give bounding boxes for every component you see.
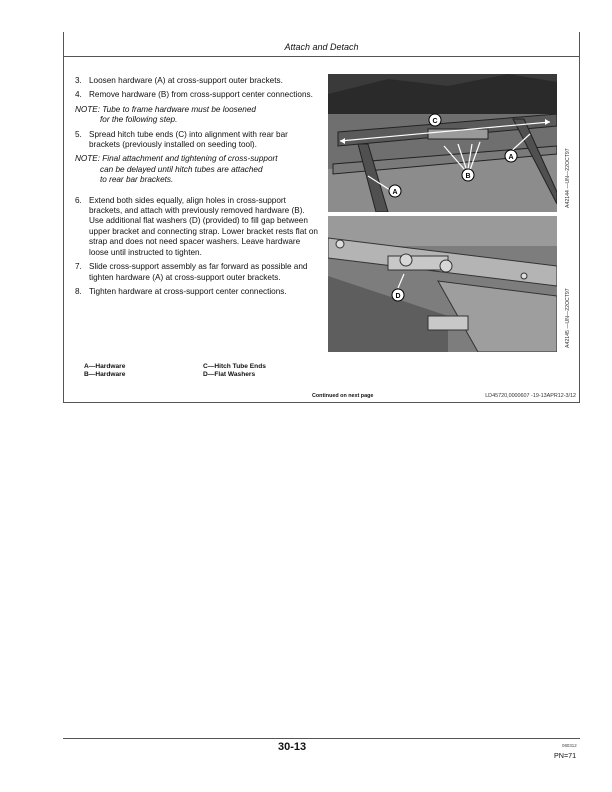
svg-text:A: A [508, 154, 514, 161]
legend-right [203, 363, 266, 379]
page-pn: PN=71 [554, 751, 577, 760]
legend-d: D—Flat Washers [203, 371, 256, 378]
note-lead: NOTE: Tube to frame hardware must be loosened [75, 104, 256, 114]
callout-a [505, 150, 517, 162]
photo-1-reference: A42144 —UN—22OCT97 [565, 148, 571, 208]
step-number: 5. [75, 129, 82, 139]
document-id: LD45720,0000607 -19-13APR12-3/12 [485, 393, 576, 399]
legend-a: A—Hardware [84, 363, 126, 370]
callout-a [389, 185, 401, 197]
photo-2-reference: A42145 —UN—22OCT97 [565, 288, 571, 348]
callout-d [392, 289, 404, 301]
step-3 [75, 76, 320, 86]
step-text: Remove hardware (B) from cross-support center connections. [89, 90, 313, 100]
page-number: 30-13 [278, 741, 307, 753]
step-7 [75, 262, 320, 283]
svg-text:A: A [392, 189, 398, 196]
step-number: 7. [75, 262, 82, 272]
step-text: Spread hitch tube ends (C) into alignment with rear bar brackets (previously installed on seeding tool). [89, 129, 288, 150]
note-continuation: to rear bar brackets. [100, 175, 174, 185]
title-divider [63, 56, 580, 57]
step-number: 8. [75, 286, 82, 296]
svg-text:B: B [465, 173, 471, 180]
step-8 [75, 287, 320, 297]
step-text: Loosen hardware (A) at cross-support outer brackets. [89, 76, 283, 85]
instruction-column [75, 76, 320, 301]
legend-left [84, 363, 125, 379]
note-1 [75, 105, 320, 126]
section-title: Attach and Detach [284, 42, 359, 52]
step-text: Extend both sides equally, align holes in cross-support brackets, and attach with previously removed hardware (B). Use additional flat washers (D) (provided) to fill gap between upper bracket and connecting strap. Lower bracket rests flat on strap and does not need spacer washers. Leave hardware loose until instructed to tighten. [89, 195, 318, 257]
step-6 [75, 196, 320, 258]
step-text: Tighten hardware at cross-support center connections. [89, 286, 287, 296]
callout-b [462, 169, 474, 181]
svg-text:D: D [395, 293, 401, 300]
note-continuation: for the following step. [100, 115, 178, 125]
step-number: 4. [75, 90, 82, 100]
legend-c: C—Hitch Tube Ends [203, 363, 266, 370]
photo-bracket-washers [328, 216, 557, 352]
step-5 [75, 130, 320, 151]
svg-text:C: C [432, 118, 438, 125]
callout-c [429, 114, 441, 126]
footer-code: 080312 [562, 743, 577, 748]
continued-note: Continued on next page [312, 393, 374, 399]
step-4 [75, 90, 320, 100]
footer-divider [63, 738, 580, 739]
note-2 [75, 154, 320, 185]
step-number: 3. [75, 76, 82, 85]
note-lead: NOTE: Final attachment and tightening of cross-support [75, 154, 278, 164]
photo-cross-support-frame [328, 74, 557, 212]
step-text: Slide cross-support assembly as far forward as possible and tighten hardware (A) at cross-support outer brackets. [89, 262, 308, 282]
legend-b: B—Hardware [84, 371, 126, 378]
note-continuation: can be delayed until hitch tubes are attached [100, 164, 263, 174]
step-number: 6. [75, 195, 82, 205]
